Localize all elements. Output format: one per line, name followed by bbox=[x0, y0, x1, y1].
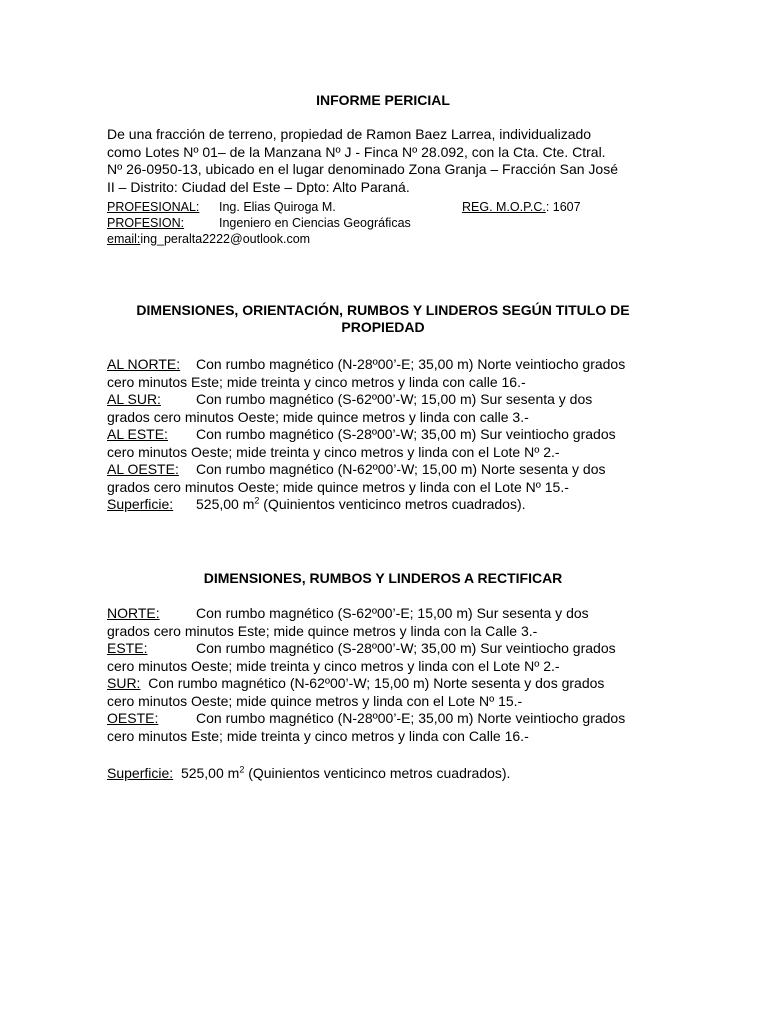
email-row bbox=[107, 231, 310, 247]
superficie-text: (Quinientos venticinco metros cuadrados). bbox=[259, 496, 526, 512]
section1-entries bbox=[107, 356, 659, 514]
entry-line: grados cero minutos Oeste; mide quince metros y linda con el Lote Nº 15.- bbox=[107, 478, 569, 495]
superficie-exponent: 2 bbox=[254, 495, 260, 506]
profesion-value: Ingeniero en Ciencias Geográficas bbox=[219, 216, 411, 230]
superficie-exponent: 2 bbox=[239, 764, 245, 775]
entry-text: Con rumbo magnético (N-28º00’-E; 35,00 m) Norte veintiocho grados bbox=[196, 356, 626, 372]
entry-label: AL NORTE: bbox=[107, 356, 181, 372]
profesional-row bbox=[107, 199, 581, 215]
intro-line: Nº 26-0950-13, ubicado en el lugar denominado Zona Granja – Fracción San José bbox=[107, 161, 618, 177]
entry-line: grados cero minutos Este; mide quince metros y linda con la Calle 3.- bbox=[107, 622, 538, 639]
email-value: ing_peralta2222@outlook.com bbox=[140, 232, 311, 246]
superficie-value: 525,00 m bbox=[180, 765, 240, 781]
entry-line bbox=[107, 675, 659, 693]
entry-text: Con rumbo magnético (S-62º00’-W; 15,00 m) Sur sesenta y dos bbox=[196, 391, 593, 407]
entry-line bbox=[107, 710, 659, 728]
superficie-text: (Quinientos venticinco metros cuadrados). bbox=[244, 765, 511, 781]
entry-label: AL SUR: bbox=[107, 391, 161, 407]
entry-line bbox=[107, 426, 659, 444]
entry-line bbox=[107, 356, 659, 374]
profesion-row bbox=[107, 215, 411, 231]
section1-title-line: PROPIEDAD bbox=[341, 319, 425, 335]
entry-line: grados cero minutos Oeste; mide quince metros y linda con calle 3.- bbox=[107, 408, 529, 425]
entry-line: cero minutos Oeste; mide quince metros y linda con el Lote Nº 15.- bbox=[107, 692, 523, 709]
intro-line: como Lotes Nº 01– de la Manzana Nº J - Finca Nº 28.092, con la Cta. Cte. Ctral. bbox=[107, 143, 606, 160]
entry-line: cero minutos Oeste; mide treinta y cinco metros y linda con el Lote Nº 2.- bbox=[107, 443, 560, 460]
document-title: INFORME PERICIAL bbox=[316, 92, 450, 108]
profesional-value: Ing. Elias Quiroga M. bbox=[219, 200, 336, 214]
superficie-row bbox=[107, 496, 659, 514]
intro-line: De una fracción de terreno, propiedad de Ramon Baez Larrea, individualizado bbox=[107, 126, 592, 142]
entry-line bbox=[107, 605, 659, 623]
profesion-label: PROFESION: bbox=[107, 216, 185, 230]
reg-value: : 1607 bbox=[545, 200, 581, 214]
superficie-label: Superficie: bbox=[107, 496, 174, 512]
profesional-label: PROFESIONAL: bbox=[107, 200, 200, 214]
entry-text: Con rumbo magnético (S-28º00’-W; 35,00 m) Sur veintiocho grados bbox=[196, 426, 616, 442]
entry-text: Con rumbo magnético (S-62º00’-E; 15,00 m) Sur sesenta y dos bbox=[196, 605, 589, 621]
entry-text: Con rumbo magnético (S-28º00’-W; 35,00 m) Sur veintiocho grados bbox=[196, 640, 616, 656]
superficie-row bbox=[107, 765, 659, 783]
entry-text: Con rumbo magnético (N-62º00’-W; 15,00 m) Norte sesenta y dos bbox=[196, 461, 606, 477]
entry-label: AL ESTE: bbox=[107, 426, 168, 442]
entry-label: ESTE: bbox=[107, 640, 148, 656]
entry-line bbox=[107, 391, 659, 409]
reg-label: REG. M.O.P.C. bbox=[462, 200, 546, 214]
section2-entries bbox=[107, 605, 659, 745]
superficie-label: Superficie: bbox=[107, 765, 174, 781]
entry-label: SUR: bbox=[107, 675, 141, 691]
section2-superficie bbox=[107, 765, 659, 783]
entry-text: Con rumbo magnético (N-62º00’-W; 15,00 m) Norte sesenta y dos grados bbox=[148, 675, 605, 691]
section1-title bbox=[107, 302, 659, 336]
entry-line bbox=[107, 640, 659, 658]
section1-title-line: DIMENSIONES, ORIENTACIÓN, RUMBOS Y LINDEROS SEGÚN TITULO DE bbox=[136, 302, 630, 318]
entry-label: OESTE: bbox=[107, 710, 159, 726]
entry-label: AL OESTE: bbox=[107, 461, 179, 477]
intro-line: II – Distrito: Ciudad del Este – Dpto: Alto Paraná. bbox=[107, 178, 410, 195]
entry-line: cero minutos Este; mide treinta y cinco metros y linda con calle 16.- bbox=[107, 373, 526, 390]
email-label: email: bbox=[107, 232, 141, 246]
entry-line: cero minutos Este; mide treinta y cinco metros y linda con Calle 16.- bbox=[107, 727, 529, 744]
entry-line: cero minutos Oeste; mide treinta y cinco metros y linda con el Lote Nº 2.- bbox=[107, 657, 560, 674]
entry-label: NORTE: bbox=[107, 605, 160, 621]
superficie-value: 525,00 m bbox=[196, 496, 255, 512]
entry-text: Con rumbo magnético (N-28º00’-E; 35,00 m) Norte veintiocho grados bbox=[196, 710, 626, 726]
section2-title: DIMENSIONES, RUMBOS Y LINDEROS A RECTIFICAR bbox=[203, 570, 563, 586]
intro-paragraph bbox=[107, 126, 659, 196]
entry-line bbox=[107, 461, 659, 479]
